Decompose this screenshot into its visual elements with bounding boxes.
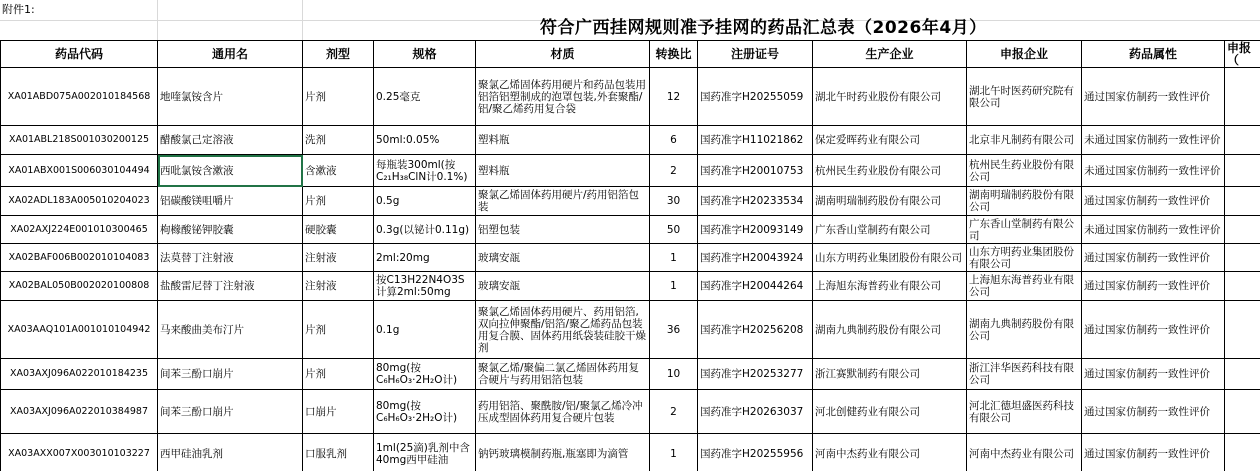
cell-text: XA01ABD075A002010184568	[7, 90, 151, 102]
cell-code[interactable]	[1, 187, 158, 216]
cell-text: 上海旭东海普药业有限公司	[969, 274, 1074, 298]
cell-text: 1ml(25滴)乳剂中含40mg西甲硅油	[376, 441, 470, 466]
cell-text: 河北创健药业有限公司	[815, 405, 920, 418]
cell-form[interactable]	[303, 244, 374, 272]
cell-text: 聚氯乙烯固体药用硬片/药用铝箔包装	[478, 189, 640, 213]
cell-text: 36	[666, 323, 681, 336]
cell-material[interactable]	[476, 359, 650, 390]
cell-reg-no[interactable]	[698, 68, 813, 126]
page-title: 符合广西挂网规则准予挂网的药品汇总表（2026年4月）	[540, 18, 987, 38]
cell-cut-off[interactable]	[1225, 434, 1260, 471]
cell-attribute[interactable]	[1082, 187, 1225, 216]
cell-attribute[interactable]	[1082, 126, 1225, 155]
cell-text: 0.3g(以铋计0.11g)	[376, 223, 470, 236]
cell-attribute[interactable]	[1082, 390, 1225, 434]
cell-material[interactable]	[476, 68, 650, 126]
cell-text: XA02ADL183A005010204023	[8, 195, 150, 206]
cell-spec[interactable]	[374, 187, 476, 216]
cell-spec[interactable]	[374, 216, 476, 244]
header-form[interactable]: 剂型	[303, 41, 374, 68]
cell-material[interactable]	[476, 155, 650, 187]
cell-text: 片剂	[305, 90, 326, 103]
table-row	[1, 155, 1260, 187]
cell-cut-off[interactable]	[1225, 301, 1260, 359]
cell-ratio[interactable]	[650, 434, 698, 471]
table-row	[1, 244, 1260, 272]
cell-reg-no[interactable]	[698, 434, 813, 471]
cell-text: 50	[666, 223, 681, 236]
cell-spec[interactable]	[374, 301, 476, 359]
cell-text: 湖南九典制药股份有限公司	[815, 323, 941, 336]
table-row	[1, 434, 1260, 471]
cell-text: 80mg(按C₆H₆O₃·2H₂O计)	[376, 362, 458, 386]
cell-text: 硬胶囊	[305, 223, 337, 236]
cell-text: 塑料瓶	[478, 134, 510, 146]
header-next-cut[interactable]	[1225, 41, 1260, 68]
cell-text: 国药准字H20043924	[700, 251, 804, 264]
cell-attribute[interactable]	[1082, 434, 1225, 471]
cell-text: 国药准字H20256208	[700, 323, 804, 336]
cell-applicant[interactable]	[967, 244, 1082, 272]
cell-text: 含漱液	[305, 164, 337, 177]
header-attribute[interactable]: 药品属性	[1082, 41, 1225, 68]
cell-material[interactable]	[476, 244, 650, 272]
cell-text: 洗剂	[305, 134, 326, 146]
cell-text: 口服乳剂	[305, 447, 347, 460]
cell-text: 聚氯乙烯固体药用硬片、药用铝箔,双向拉伸聚酯/铝箔/聚乙烯药品包装用复合膜、固体药用纸袋装硅胶干燥剂	[478, 305, 646, 354]
cell-text: XA03AXX007X003010103227	[8, 447, 150, 459]
cell-ratio[interactable]	[650, 216, 698, 244]
cell-manufacturer[interactable]	[813, 272, 967, 301]
cell-text: 1	[670, 251, 677, 264]
cell-text: 按C13H22N4O3S计算2ml:50mg	[376, 274, 465, 298]
cell-text: 通过国家仿制药一致性评价	[1084, 251, 1210, 264]
cell-attribute[interactable]	[1082, 155, 1225, 187]
cell-text: 塑料瓶	[478, 164, 510, 177]
table-row	[1, 187, 1260, 216]
cell-ratio[interactable]	[650, 244, 698, 272]
cell-text: 地喹氯铵含片	[160, 90, 223, 103]
cell-text: 10	[666, 368, 681, 380]
cell-form[interactable]	[303, 272, 374, 301]
cell-text: 西吡氯铵含漱液	[160, 164, 234, 177]
cell-text: 广东香山堂制药有限公司	[969, 217, 1074, 242]
cell-text: 口崩片	[305, 405, 337, 418]
cell-text: 铝塑包装	[478, 223, 520, 236]
table-row	[1, 126, 1260, 155]
cell-ratio[interactable]	[650, 126, 698, 155]
cell-cut-off[interactable]	[1225, 390, 1260, 434]
cell-text: 河南中杰药业有限公司	[969, 447, 1074, 460]
cell-manufacturer[interactable]	[813, 359, 967, 390]
cell-reg-no[interactable]	[698, 126, 813, 155]
cell-attribute[interactable]	[1082, 244, 1225, 272]
header-next-line2: （	[1227, 53, 1240, 67]
cell-material[interactable]	[476, 272, 650, 301]
cell-material[interactable]	[476, 126, 650, 155]
header-code[interactable]: 药品代码	[1, 41, 158, 68]
cell-code[interactable]	[1, 126, 158, 155]
cell-form[interactable]	[303, 301, 374, 359]
cell-text: XA01ABX001S006030104494	[8, 164, 150, 176]
cell-ratio[interactable]	[650, 359, 698, 390]
cell-name[interactable]	[158, 434, 303, 471]
table-row	[1, 272, 1260, 301]
cell-attribute[interactable]	[1082, 359, 1225, 390]
cell-text: 聚氯乙烯/聚偏二氯乙烯固体药用复合硬片与药用铝箔包装	[478, 362, 640, 386]
cell-text: 0.25毫克	[376, 90, 421, 103]
header-next-line1: 申报	[1227, 41, 1252, 55]
cell-text: 山东方明药业集团股份有限公司	[815, 251, 962, 264]
cell-code[interactable]	[1, 359, 158, 390]
cell-cut-off[interactable]	[1225, 155, 1260, 187]
cell-text: 30	[666, 195, 681, 207]
cell-text: 1	[670, 447, 677, 460]
cell-reg-no[interactable]	[698, 216, 813, 244]
cell-text: 国药准字H20233534	[700, 195, 804, 207]
cell-text: 通过国家仿制药一致性评价	[1084, 323, 1210, 336]
cell-text: 国药准字H20263037	[700, 405, 804, 418]
cell-form[interactable]	[303, 187, 374, 216]
cell-cut-off[interactable]	[1225, 187, 1260, 216]
cell-reg-no[interactable]	[698, 272, 813, 301]
cell-text: 聚氯乙烯固体药用硬片和药品包装用铝箔铝塑制成的泡罩包装,外套聚酯/铝/聚乙烯药用复合袋	[478, 78, 646, 115]
cell-text: 通过国家仿制药一致性评价	[1084, 447, 1210, 460]
cell-spec[interactable]	[374, 244, 476, 272]
cell-applicant[interactable]	[967, 301, 1082, 359]
cell-name[interactable]	[158, 155, 303, 187]
cell-text: 国药准字H20253277	[700, 368, 804, 380]
cell-cut-off[interactable]	[1225, 244, 1260, 272]
cell-material[interactable]	[476, 216, 650, 244]
cell-text: 未通过国家仿制药一致性评价	[1084, 134, 1221, 146]
cell-attribute[interactable]	[1082, 301, 1225, 359]
table-row	[1, 301, 1260, 359]
cell-spec[interactable]	[374, 155, 476, 187]
cell-text: 杭州民生药业股份有限公司	[969, 158, 1074, 183]
cell-text: 80mg(按C₆H₆O₃·2H₂O计)	[376, 399, 458, 424]
cell-text: 未通过国家仿制药一致性评价	[1084, 223, 1221, 236]
cell-reg-no[interactable]	[698, 187, 813, 216]
cell-code[interactable]	[1, 244, 158, 272]
cell-name[interactable]	[158, 216, 303, 244]
cell-text: 枸橼酸铋钾胶囊	[160, 223, 234, 236]
table-row	[1, 359, 1260, 390]
cell-applicant[interactable]	[967, 434, 1082, 471]
cell-ratio[interactable]	[650, 68, 698, 126]
cell-reg-no[interactable]	[698, 155, 813, 187]
cell-text: 马来酸曲美布汀片	[160, 323, 244, 336]
cell-applicant[interactable]	[967, 390, 1082, 434]
cell-material[interactable]	[476, 390, 650, 434]
cell-material[interactable]	[476, 187, 650, 216]
header-name[interactable]: 通用名	[158, 41, 303, 68]
cell-text: 广东香山堂制药有限公司	[815, 223, 931, 236]
cell-applicant[interactable]	[967, 216, 1082, 244]
cell-text: 湖南九典制药股份有限公司	[969, 317, 1074, 342]
cell-text: 通过国家仿制药一致性评价	[1084, 368, 1210, 380]
cell-text: 西甲硅油乳剂	[160, 447, 223, 460]
cell-manufacturer[interactable]	[813, 216, 967, 244]
cell-spec[interactable]	[374, 272, 476, 301]
cell-form[interactable]	[303, 68, 374, 126]
cell-ratio[interactable]	[650, 301, 698, 359]
cell-cut-off[interactable]	[1225, 272, 1260, 301]
cell-text: XA02AXJ224E001010300465	[10, 223, 148, 235]
cell-reg-no[interactable]	[698, 359, 813, 390]
cell-text: 12	[666, 90, 681, 103]
cell-name[interactable]	[158, 272, 303, 301]
cell-manufacturer[interactable]	[813, 390, 967, 434]
cell-text: 国药准字H20255059	[700, 90, 804, 103]
cell-text: 未通过国家仿制药一致性评价	[1084, 164, 1221, 177]
cell-manufacturer[interactable]	[813, 301, 967, 359]
cell-spec[interactable]	[374, 390, 476, 434]
cell-text: 2	[670, 164, 677, 177]
cell-text: 50ml:0.05%	[376, 134, 440, 146]
cell-manufacturer[interactable]	[813, 244, 967, 272]
cell-form[interactable]	[303, 126, 374, 155]
cell-manufacturer[interactable]	[813, 126, 967, 155]
cell-spec[interactable]	[374, 434, 476, 471]
cell-material[interactable]	[476, 434, 650, 471]
cell-cut-off[interactable]	[1225, 126, 1260, 155]
cell-text: 药用铝箔、聚酰胺/铝/聚氯乙烯冷冲压成型固体药用复合硬片包装	[478, 399, 643, 424]
cell-reg-no[interactable]	[698, 390, 813, 434]
cell-text: 河南中杰药业有限公司	[815, 447, 920, 460]
annex-label: 附件1:	[2, 3, 35, 16]
cell-code[interactable]	[1, 434, 158, 471]
cell-code[interactable]	[1, 216, 158, 244]
cell-text: 间苯三酚口崩片	[160, 405, 234, 418]
cell-manufacturer[interactable]	[813, 68, 967, 126]
cell-applicant[interactable]	[967, 126, 1082, 155]
header-manufacturer[interactable]: 生产企业	[813, 41, 967, 68]
cell-applicant[interactable]	[967, 155, 1082, 187]
cell-text: 山东方明药业集团股份有限公司	[969, 245, 1074, 270]
cell-code[interactable]	[1, 301, 158, 359]
cell-text: 每瓶装300ml(按C₂₁H₃₈ClN计0.1%)	[376, 158, 468, 183]
cell-ratio[interactable]	[650, 155, 698, 187]
cell-form[interactable]	[303, 216, 374, 244]
table-row	[1, 390, 1260, 434]
cell-manufacturer[interactable]	[813, 434, 967, 471]
cell-text: XA03AXJ096A022010384987	[9, 405, 149, 417]
drug-table	[0, 40, 1260, 471]
cell-material[interactable]	[476, 301, 650, 359]
cell-text: 国药准字H11021862	[700, 134, 804, 146]
cell-text: 国药准字H20010753	[700, 164, 804, 177]
cell-text: 铝碳酸镁咀嚼片	[160, 195, 234, 207]
cell-reg-no[interactable]	[698, 244, 813, 272]
cell-text: 通过国家仿制药一致性评价	[1084, 280, 1210, 292]
cell-text: 通过国家仿制药一致性评价	[1084, 195, 1210, 207]
cell-text: 玻璃安瓿	[478, 280, 520, 292]
cell-manufacturer[interactable]	[813, 187, 967, 216]
cell-code[interactable]	[1, 155, 158, 187]
cell-text: 0.5g	[376, 195, 400, 207]
cell-spec[interactable]	[374, 126, 476, 155]
cell-code[interactable]	[1, 390, 158, 434]
cell-cut-off[interactable]	[1225, 359, 1260, 390]
cell-text: 注射液	[305, 251, 337, 264]
cell-text: 片剂	[305, 323, 326, 336]
cell-text: 国药准字H20093149	[700, 223, 804, 236]
cell-text: 国药准字H20044264	[700, 280, 804, 292]
cell-text: 通过国家仿制药一致性评价	[1084, 90, 1210, 103]
cell-spec[interactable]	[374, 359, 476, 390]
cell-code[interactable]	[1, 68, 158, 126]
cell-text: 上海旭东海普药业有限公司	[815, 280, 941, 292]
cell-text: XA01ABL218S001030200125	[8, 134, 150, 145]
cell-text: 1	[670, 280, 677, 292]
table-header-row	[1, 41, 1260, 68]
cell-text: 6	[670, 134, 677, 146]
header-material[interactable]: 材质	[476, 41, 650, 68]
cell-text: 法莫替丁注射液	[160, 251, 234, 264]
cell-text: XA03AAQ101A001010104942	[7, 323, 151, 335]
cell-text: 片剂	[305, 195, 326, 207]
cell-name[interactable]	[158, 68, 303, 126]
cell-form[interactable]	[303, 155, 374, 187]
header-applicant[interactable]: 申报企业	[967, 41, 1082, 68]
cell-text: 河北汇德坦盛医药科技有限公司	[969, 399, 1074, 424]
cell-text: 2	[670, 405, 677, 418]
cell-text: 北京非凡制药有限公司	[969, 134, 1074, 146]
cell-text: 2ml:20mg	[376, 251, 430, 264]
cell-attribute[interactable]	[1082, 272, 1225, 301]
cell-text: 0.1g	[376, 323, 400, 336]
cell-text: XA03AXJ096A022010184235	[9, 368, 149, 379]
cell-text: 湖北午时医药研究院有限公司	[969, 84, 1074, 109]
header-reg-no[interactable]: 注册证号	[698, 41, 813, 68]
cell-attribute[interactable]	[1082, 68, 1225, 126]
cell-form[interactable]	[303, 390, 374, 434]
cell-text: 通过国家仿制药一致性评价	[1084, 405, 1210, 418]
cell-text: 保定爱晖药业有限公司	[815, 134, 920, 146]
cell-manufacturer[interactable]	[813, 155, 967, 187]
cell-applicant[interactable]	[967, 68, 1082, 126]
cell-ratio[interactable]	[650, 187, 698, 216]
header-ratio[interactable]: 转换比	[650, 41, 698, 68]
cell-text: 国药准字H20255956	[700, 447, 804, 460]
cell-ratio[interactable]	[650, 390, 698, 434]
cell-attribute[interactable]	[1082, 216, 1225, 244]
cell-name[interactable]	[158, 359, 303, 390]
cell-text: 玻璃安瓿	[478, 251, 520, 264]
cell-text: 钠钙玻璃模制药瓶,瓶塞即为滴管	[478, 447, 629, 460]
cell-name[interactable]	[158, 390, 303, 434]
cell-text: 湖南明瑞制药股份有限公司	[969, 189, 1074, 213]
cell-spec[interactable]	[374, 68, 476, 126]
cell-ratio[interactable]	[650, 272, 698, 301]
cell-applicant[interactable]	[967, 272, 1082, 301]
cell-applicant[interactable]	[967, 359, 1082, 390]
cell-text: 间苯三酚口崩片	[160, 368, 234, 380]
cell-cut-off[interactable]	[1225, 68, 1260, 126]
table-row	[1, 216, 1260, 244]
cell-cut-off[interactable]	[1225, 216, 1260, 244]
cell-name[interactable]	[158, 187, 303, 216]
cell-name[interactable]	[158, 244, 303, 272]
cell-form[interactable]	[303, 359, 374, 390]
cell-name[interactable]	[158, 126, 303, 155]
cell-text: 湖北午时药业股份有限公司	[815, 90, 941, 103]
cell-text: 浙江赛默制药有限公司	[815, 368, 920, 380]
cell-text: 浙江沣华医药科技有限公司	[969, 362, 1074, 386]
cell-code[interactable]	[1, 272, 158, 301]
cell-text: 杭州民生药业股份有限公司	[815, 164, 941, 177]
cell-text: 片剂	[305, 368, 326, 380]
cell-text: 湖南明瑞制药股份有限公司	[815, 195, 941, 207]
cell-form[interactable]	[303, 434, 374, 471]
cell-name[interactable]	[158, 301, 303, 359]
cell-applicant[interactable]	[967, 187, 1082, 216]
cell-text: 盐酸雷尼替丁注射液	[160, 280, 255, 292]
cell-text: 醋酸氯己定溶液	[160, 134, 234, 146]
header-spec[interactable]: 规格	[374, 41, 476, 68]
table-row	[1, 68, 1260, 126]
cell-reg-no[interactable]	[698, 301, 813, 359]
cell-text: XA02BAL050B002020100808	[8, 280, 150, 291]
cell-text: XA02BAF006B002010104083	[8, 251, 150, 263]
cell-text: 注射液	[305, 280, 337, 292]
